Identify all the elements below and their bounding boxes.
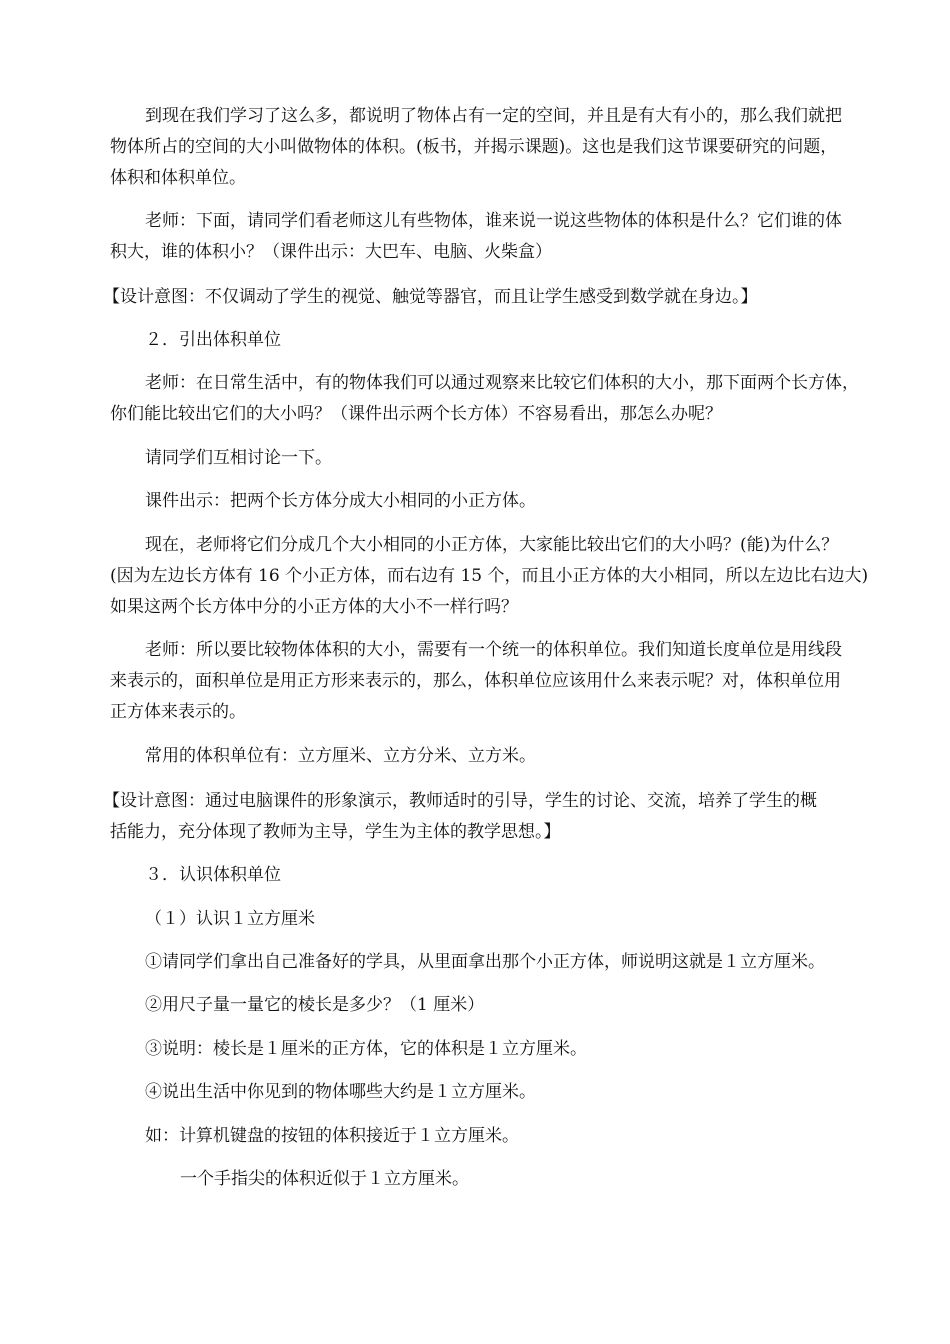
- text-line: 老师：在日常生活中，有的物体我们可以通过观察来比较它们体积的大小，那下面两个长方体，: [145, 373, 859, 393]
- paragraph-courseware: [110, 486, 850, 517]
- paragraph-teacher-objects: [110, 206, 850, 268]
- text-line: 老师：下面，请同学们看老师这儿有些物体，谁来说一说这些物体的体积是什么？它们谁的体: [145, 211, 842, 231]
- paragraph-intro-volume: [110, 101, 850, 194]
- text-line: ３．认识体积单位: [145, 865, 281, 885]
- example-keyboard: [110, 1121, 850, 1152]
- text-line: （１）认识１立方厘米: [145, 909, 315, 929]
- step-2: [110, 990, 850, 1021]
- text-line: ③说明：棱长是１厘米的正方体，它的体积是１立方厘米。: [145, 1039, 587, 1059]
- text-line: 请同学们互相讨论一下。: [145, 448, 332, 468]
- text-line: 如：计算机键盘的按钮的体积接近于１立方厘米。: [145, 1126, 519, 1146]
- paragraph-compare-cuboids: [110, 368, 859, 430]
- text-line: ①请同学们拿出自己准备好的学具，从里面拿出那个小正方体，师说明这就是１立方厘米。: [145, 952, 825, 972]
- text-line: 正方体来表示的。: [110, 702, 246, 722]
- subsection-heading-1: [110, 904, 850, 935]
- text-line: 常用的体积单位有：立方厘米、立方分米、立方米。: [145, 746, 536, 766]
- step-3: [110, 1034, 850, 1065]
- text-line: 老师：所以要比较物体体积的大小，需要有一个统一的体积单位。我们知道长度单位是用线段: [145, 640, 842, 660]
- text-line: 课件出示：把两个长方体分成大小相同的小正方体。: [145, 491, 536, 511]
- paragraph-common-units: [110, 741, 850, 772]
- paragraph-unified-unit: [110, 635, 850, 728]
- example-fingertip: [110, 1164, 850, 1195]
- text-line: (因为左边长方体有 16 个小正方体，而右边有 15 个，而且小正方体的大小相同，所以左边比右边大): [110, 566, 869, 586]
- step-1: [110, 947, 850, 978]
- text-line: 现在，老师将它们分成几个大小相同的小正方体，大家能比较出它们的大小吗？(能)为什么？: [145, 535, 839, 555]
- paragraph-discuss: [110, 443, 850, 474]
- text-line: 【设计意图：不仅调动了学生的视觉、触觉等器官，而且让学生感受到数学就在身边。】: [103, 287, 758, 307]
- section-heading-3: [110, 860, 850, 891]
- section-heading-2: [110, 325, 850, 356]
- text-line: 如果这两个长方体中分的小正方体的大小不一样行吗？: [110, 597, 518, 617]
- text-line: 来表示的，面积单位是用正方形来表示的，那么，体积单位应该用什么来表示呢？对，体积单位用: [110, 671, 841, 691]
- text-line: 括能力，充分体现了教师为主导，学生为主体的教学思想。】: [110, 822, 561, 842]
- text-line: ②用尺子量一量它的棱长是多少？（1 厘米）: [145, 995, 485, 1015]
- text-line: 【设计意图：通过电脑课件的形象演示，教师适时的引导，学生的讨论、交流，培养了学生的概: [103, 791, 817, 811]
- text-line: 到现在我们学习了这么多，都说明了物体占有一定的空间，并且是有大有小的，那么我们就把: [145, 106, 842, 126]
- design-intent-1: [103, 282, 843, 313]
- text-line: ２．引出体积单位: [145, 330, 281, 350]
- text-line: 一个手指尖的体积近似于１立方厘米。: [180, 1169, 469, 1189]
- text-line: 你们能比较出它们的大小吗？（课件出示两个长方体）不容易看出，那怎么办呢？: [110, 404, 722, 424]
- step-4: [110, 1077, 850, 1108]
- text-line: 物体所占的空间的大小叫做物体的体积。(板书，并揭示课题)。这也是我们这节课要研究的问题，: [110, 137, 838, 157]
- text-line: 积大，谁的体积小？（课件出示：大巴车、电脑、火柴盒）: [110, 242, 552, 262]
- design-intent-2: [103, 786, 843, 848]
- text-line: 体积和体积单位。: [110, 168, 246, 188]
- paragraph-small-cubes: [110, 530, 869, 623]
- text-line: ④说出生活中你见到的物体哪些大约是１立方厘米。: [145, 1082, 536, 1102]
